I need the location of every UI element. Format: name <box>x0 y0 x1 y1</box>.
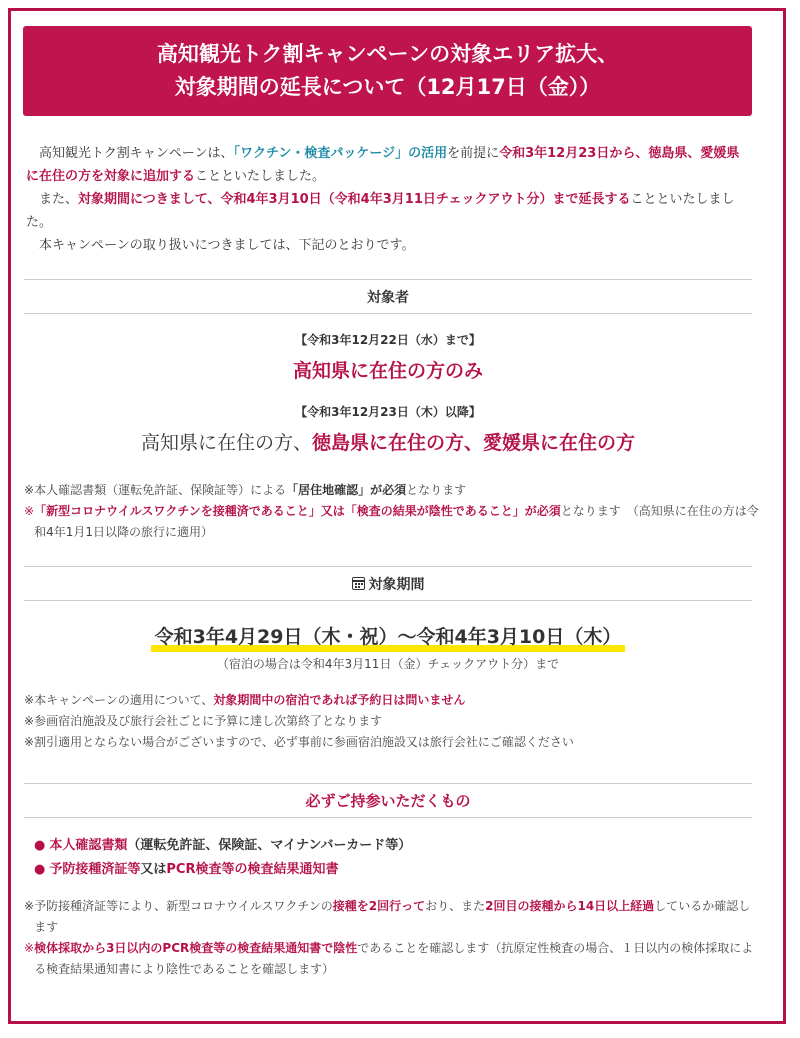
intro-text-2b: 対象期間につきまして、令和4年3月10日（令和4年3月11日チェックアウト分）まで延長する <box>78 192 631 207</box>
bring-item-2-red2: PCR検査等の検査結果通知書 <box>166 862 339 877</box>
note-bold: 2回目の接種から14日以上経過 <box>485 899 655 913</box>
note-text: 割引適用とならない場合がございますので、必ず事前に参画宿泊施設又は旅行会社にご確認ください <box>34 735 574 749</box>
note-text: 本人確認書類（運転免許証、保険証等）による <box>34 483 287 497</box>
target-until-value: 高知県に在住の方のみ <box>292 360 483 382</box>
note-bold: 「居住地確認」が必須 <box>286 483 407 497</box>
note-mark: ※ <box>24 483 35 497</box>
page-title <box>23 26 752 116</box>
bring-item-2-mid: 又は <box>140 862 167 877</box>
target-heading: 対象者 <box>24 279 752 314</box>
intro-text-1e: ことといたしました。 <box>195 169 326 184</box>
bring-note-1 <box>24 896 760 938</box>
note-bold: 対象期間中の宿泊であれば予約日は問いません <box>213 693 466 707</box>
intro-paragraph-2 <box>26 188 748 234</box>
intro-paragraph-3: 本キャンペーンの取り扱いにつきましては、下記のとおりです。 <box>39 238 415 253</box>
bring-items <box>34 834 754 882</box>
note-text: 参画宿泊施設及び旅行会社ごとに予算に達し次第終了となります <box>34 714 383 728</box>
period-main-wrap <box>24 622 752 649</box>
bring-notes <box>24 896 760 980</box>
intro-text-2a: また、 <box>39 192 79 207</box>
target-note-1 <box>24 480 760 501</box>
intro-text-1a: 高知観光トク割キャンペーンは、 <box>39 146 234 161</box>
note-text: 予防接種済証等により、新型コロナウイルスワクチンの <box>34 899 333 913</box>
intro-text <box>26 142 748 257</box>
title-line-1: 高知観光トク割キャンペーンの対象エリア拡大、 <box>156 42 619 66</box>
period-note-2 <box>24 711 760 732</box>
target-from-label: 【令和3年12月23日（木）以降】 <box>295 405 481 419</box>
bring-heading: 必ずご持参いただくもの <box>24 783 752 818</box>
target-from-red: 徳島県に在住の方、愛媛県に在住の方 <box>312 432 636 454</box>
bullet-icon: ● <box>34 862 46 877</box>
period-main-text: 令和3年4月29日（木・祝）～令和4年3月10日（木） <box>154 626 622 648</box>
intro-text-1c: を前提に <box>447 146 500 161</box>
period-note-3 <box>24 732 760 753</box>
target-from-plain: 高知県に在住の方、 <box>140 432 312 454</box>
target-note-2 <box>24 501 760 543</box>
intro-text-2c: ことといたしました。 <box>26 192 735 230</box>
note-mark: ※ <box>24 941 35 955</box>
note-text: 本キャンペーンの適用について、 <box>34 693 214 707</box>
bring-item-1 <box>34 834 754 858</box>
note-mark: ※ <box>24 693 35 707</box>
note-text: しているか確認します <box>34 899 751 934</box>
bring-item-2-red: 予防接種済証等 <box>49 862 141 877</box>
target-until-label: 【令和3年12月22日（水）まで】 <box>295 333 481 347</box>
target-notes <box>24 480 760 543</box>
title-line-2: 対象期間の延長について（12月17日（金）） <box>174 75 601 99</box>
note-mark: ※ <box>24 899 35 913</box>
intro-text-1d: 令和3年12月23日から、徳島県、愛媛県に在住の方を対象に追加する <box>26 146 740 184</box>
note-mark: ※ <box>24 735 35 749</box>
period-heading-label: 対象期間 <box>368 576 425 593</box>
intro-paragraph-1 <box>26 142 748 188</box>
note-text: となります （高知県に在住の方は令和4年1月1日以降の旅行に適用） <box>34 504 759 539</box>
note-text: おり、また <box>425 899 486 913</box>
intro-text-1b: 「ワクチン・検査パッケージ」の活用 <box>233 146 448 161</box>
note-text: となります <box>406 483 467 497</box>
bring-item-2 <box>34 858 754 882</box>
bring-item-1-rest: （運転免許証、保険証、マイナンバーカード等） <box>127 838 412 853</box>
note-mark: ※ <box>24 504 35 518</box>
period-heading <box>24 566 752 601</box>
period-sub: （宿泊の場合は令和4年3月11日（金）チェックアウト分）まで <box>216 657 560 671</box>
bullet-icon: ● <box>34 838 46 853</box>
period-notes <box>24 690 760 753</box>
note-bold: 接種を2回行って <box>332 899 426 913</box>
target-from-value <box>24 428 752 455</box>
bring-note-2 <box>24 938 760 980</box>
note-bold: 検体採取から3日以内のPCR検査等の検査結果通知書で陰性 <box>34 941 358 955</box>
note-text: であることを確認します（抗原定性検査の場合、１日以内の検体採取による検査結果通知書により陰性であることを確認します） <box>34 941 754 976</box>
note-mark: ※ <box>24 714 35 728</box>
calendar-icon <box>352 577 365 590</box>
period-note-1 <box>24 690 760 711</box>
bring-item-1-red: 本人確認書類 <box>49 838 128 853</box>
period-main <box>153 622 624 649</box>
note-bold: 「新型コロナウイルスワクチンを接種済であること」又は「検査の結果が陰性であること」が必須 <box>34 504 561 518</box>
